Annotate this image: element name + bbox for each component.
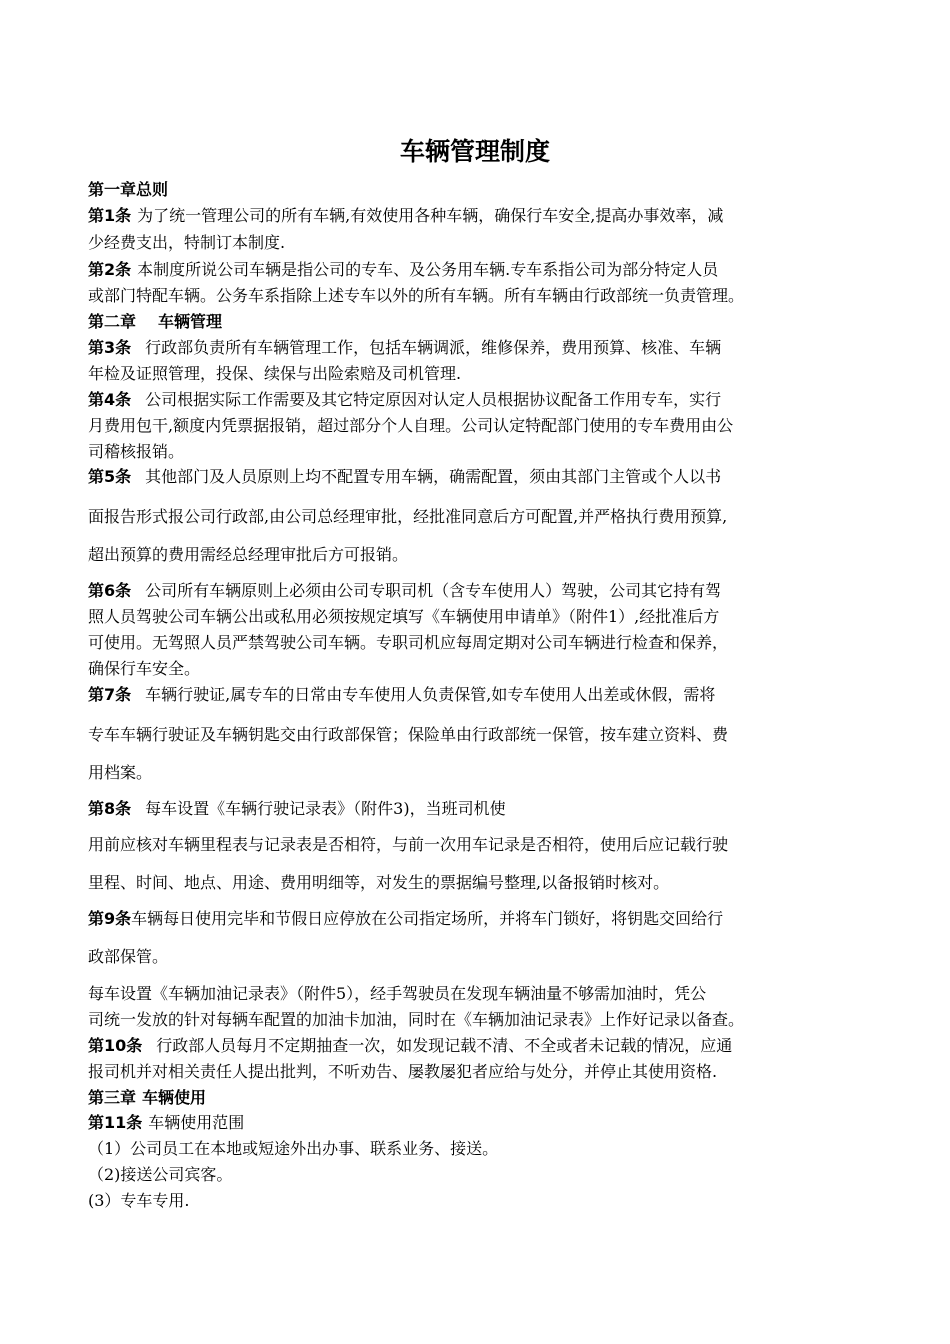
chapter-1-heading: 第一章总则 xyxy=(88,180,169,199)
article-1-line-2: 少经费支出，特制订本制度. xyxy=(88,233,286,252)
article-8-line-3: 里程、时间、地点、用途、费用明细等，对发生的票据编号整理,以备报销时核对。 xyxy=(88,873,670,892)
scope-item-3: (3）专车专用. xyxy=(88,1191,190,1210)
article-6-line-3: 可使用。无驾照人员严禁驾驶公司车辆。专职司机应每周定期对公司车辆进行检查和保养， xyxy=(88,633,729,652)
article-3-number: 第3条 xyxy=(88,338,132,357)
article-6-line-1: 第6条 公司所有车辆原则上必须由公司专职司机（含专车使用人）驾驶，公司其它持有驾 xyxy=(88,581,722,600)
chapter-3-heading: 第三章 车辆使用 xyxy=(88,1088,207,1107)
article-1-number: 第1条 xyxy=(88,206,132,225)
article-2-line-2: 或部门特配车辆。公务车系指除上述专车以外的所有车辆。所有车辆由行政部统一负责管理。 xyxy=(88,286,745,305)
article-11-line-1: 第11条 车辆使用范围 xyxy=(88,1113,245,1132)
article-5-line-1: 第5条 其他部门及人员原则上均不配置专用车辆，确需配置，须由其部门主管或个人以书 xyxy=(88,467,722,486)
article-4-line-1: 第4条 公司根据实际工作需要及其它特定原因对认定人员根据协议配备工作用专车，实行 xyxy=(88,390,722,409)
article-11-number: 第11条 xyxy=(88,1113,143,1132)
article-5-number: 第5条 xyxy=(88,467,132,486)
article-7-line-3: 用档案。 xyxy=(88,763,153,782)
article-10-line-2: 报司机并对相关责任人提出批判，不听劝告、屡教屡犯者应给与处分，并停止其使用资格. xyxy=(88,1062,718,1081)
scope-item-1: （1）公司员工在本地或短途外出办事、联系业务、接送。 xyxy=(88,1139,499,1158)
article-2-number: 第2条 xyxy=(88,260,132,279)
article-4-line-3: 司稽核报销。 xyxy=(88,442,185,461)
article-3-line-1: 第3条 行政部负责所有车辆管理工作，包括车辆调派，维修保养，费用预算、核准、车辆 xyxy=(88,338,722,357)
article-6-line-4: 确保行车安全。 xyxy=(88,659,201,678)
fuel-record-line-1: 每车设置《车辆加油记录表》（附件5），经手驾驶员在发现车辆油量不够需加油时，凭公 xyxy=(88,984,707,1003)
article-4-number: 第4条 xyxy=(88,390,132,409)
article-7-line-1: 第7条 车辆行驶证,属专车的日常由专车使用人负责保管,如专车使用人出差或休假，需将 xyxy=(88,685,716,704)
article-5-line-3: 超出预算的费用需经总经理审批后方可报销。 xyxy=(88,545,409,564)
article-7-number: 第7条 xyxy=(88,685,132,704)
article-9-line-2: 政部保管。 xyxy=(88,947,169,966)
chapter-2-heading: 第二章 车辆管理 xyxy=(88,312,223,331)
article-9-number: 第9条 xyxy=(88,909,132,928)
article-5-line-2: 面报告形式报公司行政部,由公司总经理审批，经批准同意后方可配置,并严格执行费用预算, xyxy=(88,507,728,526)
document-title: 车辆管理制度 xyxy=(399,137,550,166)
article-8-number: 第8条 xyxy=(88,799,132,818)
article-3-line-2: 年检及证照管理，投保、续保与出险索赔及司机管理. xyxy=(88,364,462,383)
article-8-line-2: 用前应核对车辆里程表与记录表是否相符，与前一次用车记录是否相符，使用后应记载行驶 xyxy=(88,835,729,854)
article-10-number: 第10条 xyxy=(88,1036,143,1055)
article-7-line-2: 专车车辆行驶证及车辆钥匙交由行政部保管；保险单由行政部统一保管，按车建立资料、费 xyxy=(88,725,729,744)
fuel-record-line-2: 司统一发放的针对每辆车配置的加油卡加油，同时在《车辆加油记录表》上作好记录以备查。 xyxy=(88,1010,745,1029)
scope-item-2: （2)接送公司宾客。 xyxy=(88,1165,233,1184)
article-8-line-1: 第8条 每车设置《车辆行驶记录表》（附件3)，当班司机使 xyxy=(88,799,506,818)
article-6-line-2: 照人员驾驶公司车辆公出或私用必须按规定填写《车辆使用申请单》（附件1）,经批准后方 xyxy=(88,607,720,626)
article-4-line-2: 月费用包干,额度内凭票据报销，超过部分个人自理。公司认定特配部门使用的专车费用由公 xyxy=(88,416,734,435)
article-6-number: 第6条 xyxy=(88,581,132,600)
article-2-line-1: 第2条 本制度所说公司车辆是指公司的专车、及公务用车辆.专车系指公司为部分特定人员 xyxy=(88,260,719,279)
article-9-line-1: 第9条车辆每日使用完毕和节假日应停放在公司指定场所，并将车门锁好，将钥匙交回给行 xyxy=(88,909,724,928)
article-10-line-1: 第10条 行政部人员每月不定期抽查一次，如发现记载不清、不全或者未记载的情况，应通 xyxy=(88,1036,733,1055)
article-1-line-1: 第1条 为了统一管理公司的所有车辆,有效使用各种车辆，确保行车安全,提高办事效率，减 xyxy=(88,206,724,225)
